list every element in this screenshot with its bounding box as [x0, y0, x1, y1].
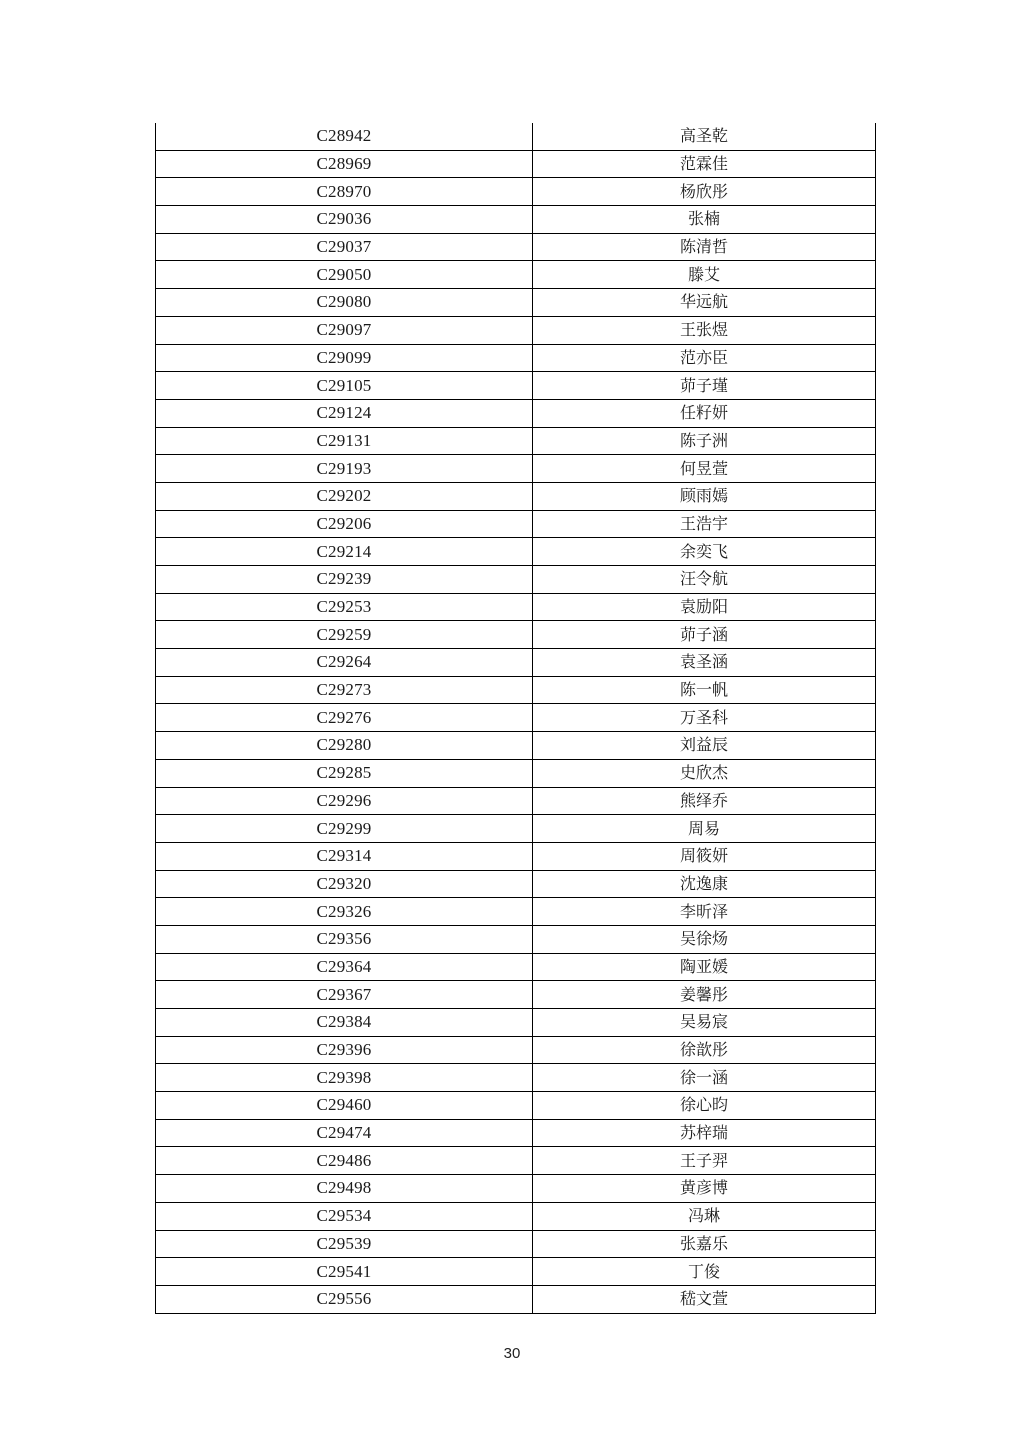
candidate-id-cell: C29498 — [156, 1175, 533, 1203]
candidate-id-cell: C29285 — [156, 759, 533, 787]
table-row — [156, 732, 876, 760]
candidate-id-cell: C29474 — [156, 1119, 533, 1147]
table-row — [156, 621, 876, 649]
candidate-id-cell: C29259 — [156, 621, 533, 649]
candidate-id-cell: C29097 — [156, 316, 533, 344]
candidate-name-cell: 王子羿 — [533, 1147, 876, 1175]
candidate-name-cell: 周筱妍 — [533, 842, 876, 870]
table-row — [156, 676, 876, 704]
table-row — [156, 953, 876, 981]
candidate-id-cell: C29273 — [156, 676, 533, 704]
candidate-name-cell: 徐歆彤 — [533, 1036, 876, 1064]
candidate-name-cell: 嵇文萱 — [533, 1285, 876, 1313]
candidate-name-cell: 茆子瑾 — [533, 372, 876, 400]
candidate-id-cell: C29239 — [156, 566, 533, 594]
table-row — [156, 704, 876, 732]
candidate-name-cell: 丁俊 — [533, 1258, 876, 1286]
candidate-id-cell: C29276 — [156, 704, 533, 732]
table-row — [156, 1119, 876, 1147]
table-row — [156, 649, 876, 677]
table-row — [156, 150, 876, 178]
table-row — [156, 261, 876, 289]
candidate-name-cell: 王张煜 — [533, 316, 876, 344]
candidate-id-cell: C29099 — [156, 344, 533, 372]
table-row — [156, 1009, 876, 1037]
roster-table-body — [156, 123, 876, 1313]
candidate-name-cell: 黄彦博 — [533, 1175, 876, 1203]
candidate-name-cell: 吴易宸 — [533, 1009, 876, 1037]
candidate-id-cell: C29080 — [156, 289, 533, 317]
candidate-id-cell: C29398 — [156, 1064, 533, 1092]
table-row — [156, 344, 876, 372]
candidate-name-cell: 陶亚媛 — [533, 953, 876, 981]
candidate-id-cell: C29556 — [156, 1285, 533, 1313]
table-row — [156, 538, 876, 566]
candidate-id-cell: C29202 — [156, 482, 533, 510]
table-row — [156, 316, 876, 344]
candidate-id-cell: C29299 — [156, 815, 533, 843]
candidate-name-cell: 高圣乾 — [533, 123, 876, 150]
candidate-id-cell: C29364 — [156, 953, 533, 981]
candidate-id-cell: C29206 — [156, 510, 533, 538]
table-row — [156, 427, 876, 455]
candidate-name-cell: 陈一帆 — [533, 676, 876, 704]
candidate-name-cell: 顾雨嫣 — [533, 482, 876, 510]
table-row — [156, 566, 876, 594]
candidate-id-cell: C29396 — [156, 1036, 533, 1064]
table-row — [156, 206, 876, 234]
candidate-name-cell: 王浩宇 — [533, 510, 876, 538]
table-row — [156, 1092, 876, 1120]
candidate-id-cell: C29367 — [156, 981, 533, 1009]
candidate-name-cell: 杨欣彤 — [533, 178, 876, 206]
candidate-id-cell: C28969 — [156, 150, 533, 178]
candidate-name-cell: 徐心昀 — [533, 1092, 876, 1120]
candidate-id-cell: C29253 — [156, 593, 533, 621]
candidate-name-cell: 刘益辰 — [533, 732, 876, 760]
candidate-name-cell: 姜馨彤 — [533, 981, 876, 1009]
table-row — [156, 1036, 876, 1064]
candidate-id-cell: C29214 — [156, 538, 533, 566]
table-row — [156, 898, 876, 926]
candidate-id-cell: C29539 — [156, 1230, 533, 1258]
table-row — [156, 1064, 876, 1092]
table-row — [156, 399, 876, 427]
candidate-name-cell: 张嘉乐 — [533, 1230, 876, 1258]
table-row — [156, 1147, 876, 1175]
candidate-id-cell: C29384 — [156, 1009, 533, 1037]
candidate-id-cell: C28942 — [156, 123, 533, 150]
candidate-id-cell: C29131 — [156, 427, 533, 455]
candidate-name-cell: 万圣科 — [533, 704, 876, 732]
candidate-name-cell: 李昕泽 — [533, 898, 876, 926]
candidate-name-cell: 史欣杰 — [533, 759, 876, 787]
candidate-name-cell: 余奕飞 — [533, 538, 876, 566]
table-row — [156, 123, 876, 150]
table-row — [156, 1230, 876, 1258]
candidate-id-cell: C29356 — [156, 925, 533, 953]
candidate-name-cell: 周易 — [533, 815, 876, 843]
table-row — [156, 178, 876, 206]
table-row — [156, 510, 876, 538]
candidate-name-cell: 茆子涵 — [533, 621, 876, 649]
candidate-name-cell: 袁圣涵 — [533, 649, 876, 677]
candidate-name-cell: 华远航 — [533, 289, 876, 317]
roster-table — [155, 123, 876, 1314]
candidate-id-cell: C29105 — [156, 372, 533, 400]
table-row — [156, 981, 876, 1009]
page-number: 30 — [503, 1345, 521, 1362]
candidate-id-cell: C29280 — [156, 732, 533, 760]
candidate-name-cell: 苏梓瑞 — [533, 1119, 876, 1147]
candidate-name-cell: 任籽妍 — [533, 399, 876, 427]
table-row — [156, 1285, 876, 1313]
candidate-id-cell: C29534 — [156, 1202, 533, 1230]
candidate-id-cell: C29486 — [156, 1147, 533, 1175]
table-row — [156, 455, 876, 483]
candidate-id-cell: C29036 — [156, 206, 533, 234]
candidate-name-cell: 徐一涵 — [533, 1064, 876, 1092]
table-row — [156, 372, 876, 400]
candidate-id-cell: C29320 — [156, 870, 533, 898]
table-row — [156, 1202, 876, 1230]
table-row — [156, 787, 876, 815]
table-row — [156, 759, 876, 787]
candidate-name-cell: 范亦臣 — [533, 344, 876, 372]
candidate-name-cell: 陈清哲 — [533, 233, 876, 261]
candidate-id-cell: C29050 — [156, 261, 533, 289]
table-row — [156, 870, 876, 898]
candidate-name-cell: 熊绎乔 — [533, 787, 876, 815]
candidate-name-cell: 范霖佳 — [533, 150, 876, 178]
candidate-id-cell: C29193 — [156, 455, 533, 483]
table-row — [156, 842, 876, 870]
candidate-name-cell: 袁励阳 — [533, 593, 876, 621]
candidate-name-cell: 何昱萱 — [533, 455, 876, 483]
candidate-name-cell: 汪令航 — [533, 566, 876, 594]
candidate-id-cell: C29296 — [156, 787, 533, 815]
table-row — [156, 482, 876, 510]
table-row — [156, 815, 876, 843]
table-row — [156, 289, 876, 317]
candidate-id-cell: C29314 — [156, 842, 533, 870]
candidate-id-cell: C29460 — [156, 1092, 533, 1120]
candidate-id-cell: C29037 — [156, 233, 533, 261]
table-row — [156, 593, 876, 621]
candidate-name-cell: 沈逸康 — [533, 870, 876, 898]
candidate-name-cell: 冯琳 — [533, 1202, 876, 1230]
candidate-name-cell: 陈子洲 — [533, 427, 876, 455]
candidate-id-cell: C29264 — [156, 649, 533, 677]
table-row — [156, 1258, 876, 1286]
candidate-id-cell: C29326 — [156, 898, 533, 926]
table-row — [156, 925, 876, 953]
candidate-id-cell: C28970 — [156, 178, 533, 206]
candidate-id-cell: C29124 — [156, 399, 533, 427]
candidate-name-cell: 滕艾 — [533, 261, 876, 289]
candidate-id-cell: C29541 — [156, 1258, 533, 1286]
candidate-name-cell: 吴徐炀 — [533, 925, 876, 953]
table-row — [156, 233, 876, 261]
table-row — [156, 1175, 876, 1203]
candidate-name-cell: 张楠 — [533, 206, 876, 234]
